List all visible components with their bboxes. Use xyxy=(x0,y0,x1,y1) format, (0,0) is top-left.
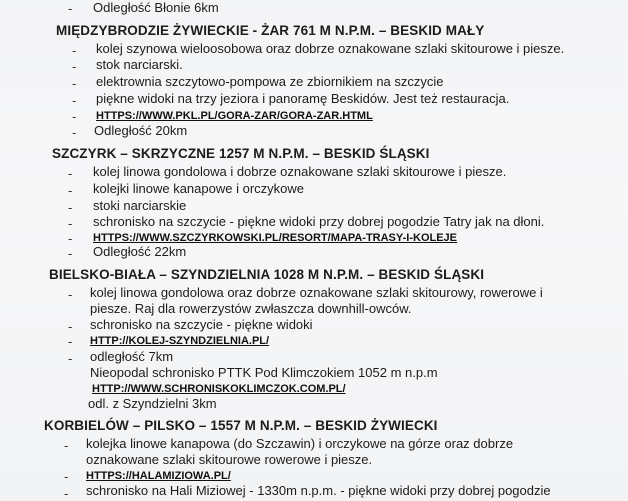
list-item: Odległość 20km xyxy=(94,123,188,138)
list-item-continuation: oznakowane szlaki skitourowe rowerowe i piesze. xyxy=(86,452,373,467)
bullet: - xyxy=(64,469,69,484)
note-distance: odl. z Szyndzielni 3km xyxy=(88,396,217,411)
bullet: - xyxy=(68,246,73,261)
bullet: - xyxy=(68,166,73,181)
section-heading-szyndzielnia: BIELSKO-BIAŁA – SZYNDZIELNIA 1028 M N.P.M. – BESKID ŚLĄSKI xyxy=(49,267,485,282)
list-item: odległość 7km xyxy=(90,349,174,364)
section-heading-zar: MIĘDZYBRODZIE ŻYWIECKIE - ŻAR 761 M N.P.M. – BESKID MAŁY xyxy=(56,23,485,38)
bullet: - xyxy=(68,183,73,198)
list-item: kolejka linowe kanapowa (do Szczawin) i orczykowe na górze oraz dobrze xyxy=(86,436,514,451)
list-item: piękne widoki na trzy jeziora i panoramę Beskidów. Jest też restauracja. xyxy=(96,91,510,106)
list-item: stok narciarski. xyxy=(96,57,183,72)
list-item: kolejki linowe kanapowe i orczykowe xyxy=(93,181,304,196)
bullet: - xyxy=(68,200,73,215)
list-item: kolej linowa gondolowa oraz dobrze oznakowane szlaki skitourowy, rowerowe i xyxy=(90,285,543,300)
bullet: - xyxy=(68,216,73,231)
list-item: Odległość 22km xyxy=(93,244,187,259)
list-item-continuation: piesze. Raj dla rowerzystów zwłaszcza downhill-owców. xyxy=(90,301,412,316)
link-szczyrkowski[interactable]: HTTPS://WWW.SZCZYRKOWSKI.PL/RESORT/MAPA-TRASY-I-KOLEJE xyxy=(93,232,458,244)
bullet: - xyxy=(72,109,77,124)
bullet: - xyxy=(68,1,73,16)
bullet: - xyxy=(68,334,73,349)
bullet: - xyxy=(68,287,73,302)
list-item: kolej linowa gondolowa i dobrze oznakowane szlaki skitourowe i piesze. xyxy=(93,164,507,179)
note-klimczok: Nieopodal schronisko PTTK Pod Klimczokiem 1052 m n.p.m xyxy=(90,365,438,380)
bullet: - xyxy=(64,486,69,501)
link-pkl-zar[interactable]: HTTPS://WWW.PKL.PL/GORA-ZAR/GORA-ZAR.HTML xyxy=(96,110,373,122)
bullet: - xyxy=(64,438,69,453)
list-item: kolej szynowa wieloosobowa oraz dobrze oznakowane szlaki skitourowe i piesze. xyxy=(96,41,565,56)
section-heading-pilsko: KORBIELÓW – PILSKO – 1557 M N.P.M. – BESKID ŻYWIECKI xyxy=(44,418,438,433)
list-item: schronisko na szczycie - piękne widoki przy dobrej pogodzie Tatry jak na dłoni. xyxy=(93,214,545,229)
section-heading-skrzyczne: SZCZYRK – SKRZYCZNE 1257 M N.P.M. – BESKID ŚLĄSKI xyxy=(52,146,430,161)
list-item: schronisko na szczycie - piękne widoki xyxy=(90,317,313,332)
bullet: - xyxy=(72,43,77,58)
bullet: - xyxy=(68,351,73,366)
list-item: schronisko na Hali Miziowej - 1330m n.p.m. - piękne widoki przy dobrej pogodzie xyxy=(86,483,551,498)
list-item: elektrownia szczytowo-pompowa ze zbiornikiem na szczycie xyxy=(96,74,444,89)
link-halamiziowa[interactable]: HTTPS://HALAMIZIOWA.PL/ xyxy=(86,470,231,482)
bullet: - xyxy=(68,231,73,246)
bullet: - xyxy=(72,59,77,74)
bullet: - xyxy=(68,319,73,334)
distance-blonie: Odległość Błonie 6km xyxy=(93,0,219,15)
link-kolej-szyndzielnia[interactable]: HTTP://KOLEJ-SZYNDZIELNIA.PL/ xyxy=(90,335,270,347)
bullet: - xyxy=(72,93,77,108)
bullet: - xyxy=(72,125,77,140)
list-item: stoki narciarskie xyxy=(93,198,187,213)
bullet: - xyxy=(72,76,77,91)
link-schronisko-klimczok[interactable]: HTTP://WWW.SCHRONISKOKLIMCZOK.COM.PL/ xyxy=(92,383,346,395)
